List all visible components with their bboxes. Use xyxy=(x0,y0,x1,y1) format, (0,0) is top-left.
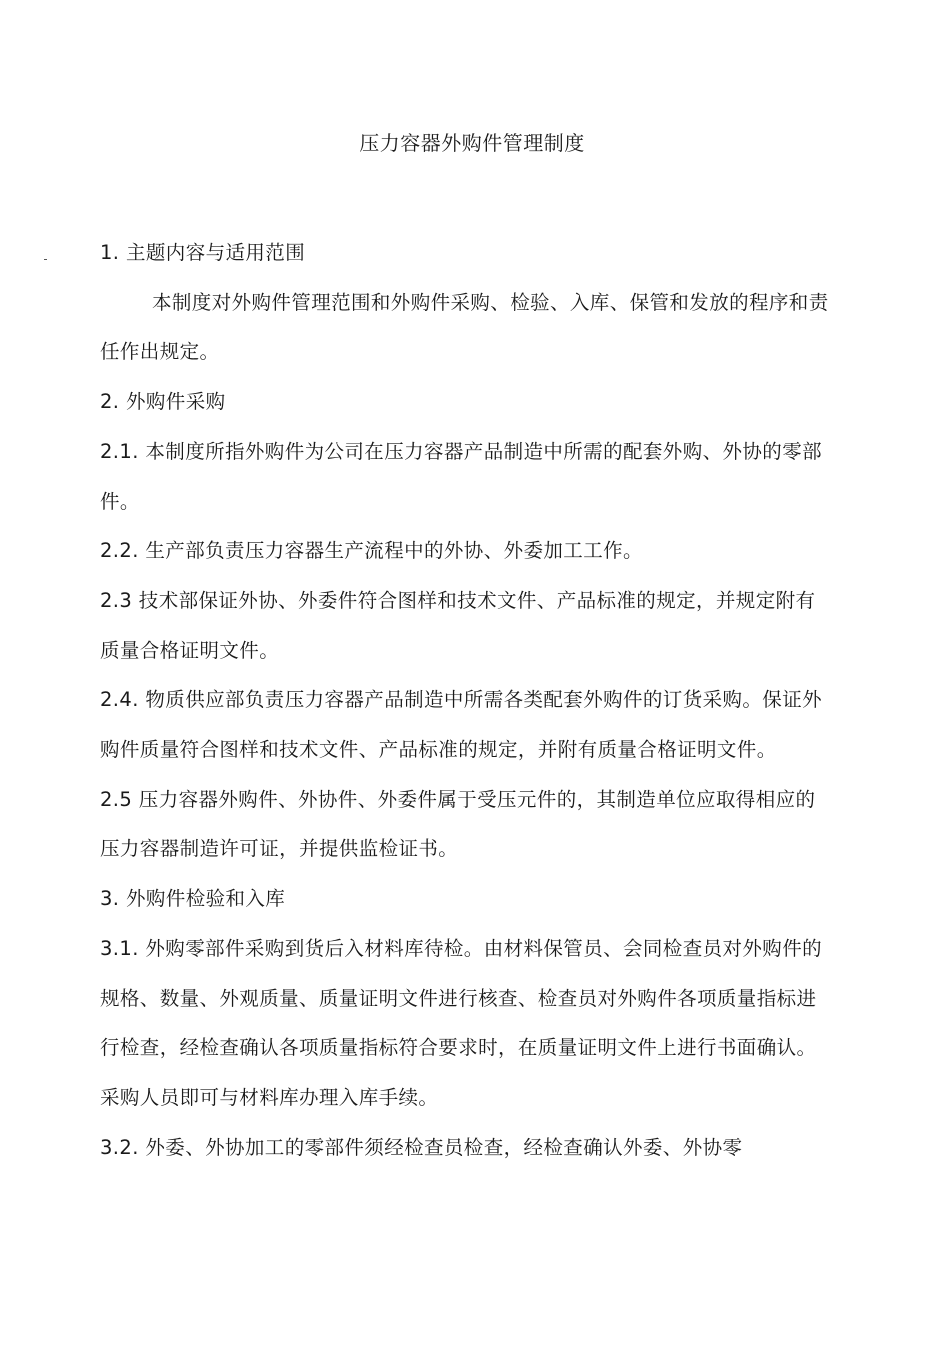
document-body xyxy=(100,228,830,1172)
section-heading-1: 1. 主题内容与适用范围 xyxy=(100,241,306,264)
clause-2-3: 2.3 技术部保证外协、外委件符合图样和技术文件、产品标准的规定，并规定附有质量合格证明文件。 xyxy=(100,588,816,662)
clause-2-5: 2.5 压力容器外购件、外协件、外委件属于受压元件的，其制造单位应取得相应的压力容器制造许可证，并提供监检证书。 xyxy=(100,787,816,861)
section-heading-3: 3. 外购件检验和入库 xyxy=(100,887,286,911)
section-heading-2: 2. 外购件采购 xyxy=(100,390,226,414)
clause-3-1: 3.1. 外购零部件采购到货后入材料库待检。由材料保管员、会同检查员对外购件的规格、数量、外观质量、质量证明文件进行核查、检查员对外购件各项质量指标进行检查，经检查确认各项质量指标符合要求时，在质量证明文件上进行书面确认。采购人员即可与材料库办理入库手续。 xyxy=(100,936,823,1109)
margin-mark xyxy=(44,259,47,260)
clause-2-1: 2.1. 本制度所指外购件为公司在压力容器产品制造中所需的配套外购、外协的零部件。 xyxy=(100,439,823,513)
clause-2-2: 2.2. 生产部负责压力容器生产流程中的外协、外委加工工作。 xyxy=(100,539,643,563)
document-title: 压力容器外购件管理制度 xyxy=(359,131,585,155)
paragraph-1-body: 本制度对外购件管理范围和外购件采购、检验、入库、保管和发放的程序和责任作出规定。 xyxy=(100,290,829,364)
clause-2-4: 2.4. 物质供应部负责压力容器产品制造中所需各类配套外购件的订货采购。保证外购件质量符合图样和技术文件、产品标准的规定，并附有质量合格证明文件。 xyxy=(100,688,823,762)
clause-3-2: 3.2. 外委、外协加工的零部件须经检查员检查，经检查确认外委、外协零 xyxy=(100,1135,743,1159)
